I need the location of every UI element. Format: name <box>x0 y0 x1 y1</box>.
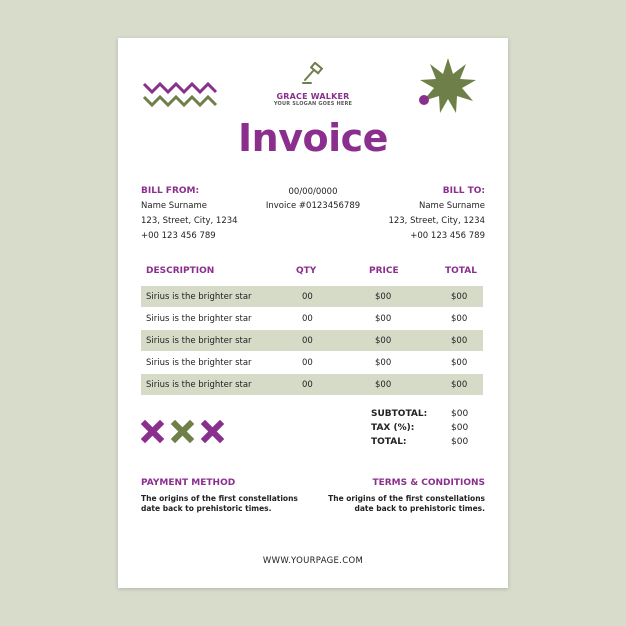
brand-name: GRACE WALKER <box>276 92 350 101</box>
row-description: Sirius is the brighter star <box>146 380 252 390</box>
row-description: Sirius is the brighter star <box>146 358 252 368</box>
row-total: $00 <box>451 380 468 390</box>
payment-method-title: PAYMENT METHOD <box>141 478 236 488</box>
table-row <box>141 308 483 329</box>
bill-to-label: BILL TO: <box>442 186 485 196</box>
bill-from-name: Name Surname <box>141 201 208 211</box>
col-header-total: TOTAL <box>445 266 477 276</box>
row-price: $00 <box>375 292 392 302</box>
website-url: WWW.YOURPAGE.COM <box>262 556 364 566</box>
terms-title: TERMS & CONDITIONS <box>372 478 485 488</box>
invoice-page <box>118 38 508 588</box>
row-total: $00 <box>451 358 468 368</box>
row-description: Sirius is the brighter star <box>146 314 252 324</box>
starburst-icon <box>418 56 478 116</box>
brand-slogan: YOUR SLOGAN GOES HERE <box>273 101 353 107</box>
row-total: $00 <box>451 314 468 324</box>
brand-logo <box>266 62 360 107</box>
terms-text: The origins of the first constellations date back to prehistoric times. <box>328 494 485 513</box>
bill-to-address: 123, Street, City, 1234 <box>388 216 485 226</box>
row-price: $00 <box>375 380 392 390</box>
row-total: $00 <box>451 336 468 346</box>
tax-value: $00 <box>451 423 469 433</box>
subtotal-label: SUBTOTAL: <box>371 409 428 419</box>
bill-from-phone: +00 123 456 789 <box>141 231 216 241</box>
row-description: Sirius is the brighter star <box>146 336 252 346</box>
zigzag-decoration-icon <box>142 80 218 110</box>
gavel-icon <box>301 62 325 86</box>
col-header-price: PRICE <box>369 266 399 276</box>
row-description: Sirius is the brighter star <box>146 292 252 302</box>
invoice-number: Invoice #0123456789 <box>265 201 361 211</box>
row-price: $00 <box>375 314 392 324</box>
row-qty: 00 <box>302 314 313 324</box>
total-value: $00 <box>451 437 469 447</box>
col-header-description: DESCRIPTION <box>146 266 215 276</box>
table-row <box>141 330 483 351</box>
table-row <box>141 374 483 395</box>
row-price: $00 <box>375 358 392 368</box>
table-row <box>141 286 483 307</box>
dot-decoration <box>419 95 429 105</box>
total-label: TOTAL: <box>371 437 407 447</box>
row-total: $00 <box>451 292 468 302</box>
row-qty: 00 <box>302 358 313 368</box>
x-marks-icon <box>141 420 227 444</box>
row-qty: 00 <box>302 380 313 390</box>
payment-method-text: The origins of the first constellations date back to prehistoric times. <box>141 494 298 513</box>
bill-to-phone: +00 123 456 789 <box>410 231 485 241</box>
table-row <box>141 352 483 373</box>
invoice-date: 00/00/0000 <box>288 187 338 197</box>
col-header-qty: QTY <box>296 266 317 276</box>
invoice-title: Invoice <box>238 116 388 160</box>
bill-from-address: 123, Street, City, 1234 <box>141 216 238 226</box>
row-qty: 00 <box>302 336 313 346</box>
row-price: $00 <box>375 336 392 346</box>
tax-label: TAX (%): <box>371 423 415 433</box>
bill-to-name: Name Surname <box>418 201 485 211</box>
bill-from-label: BILL FROM: <box>141 186 200 196</box>
row-qty: 00 <box>302 292 313 302</box>
subtotal-value: $00 <box>451 409 469 419</box>
